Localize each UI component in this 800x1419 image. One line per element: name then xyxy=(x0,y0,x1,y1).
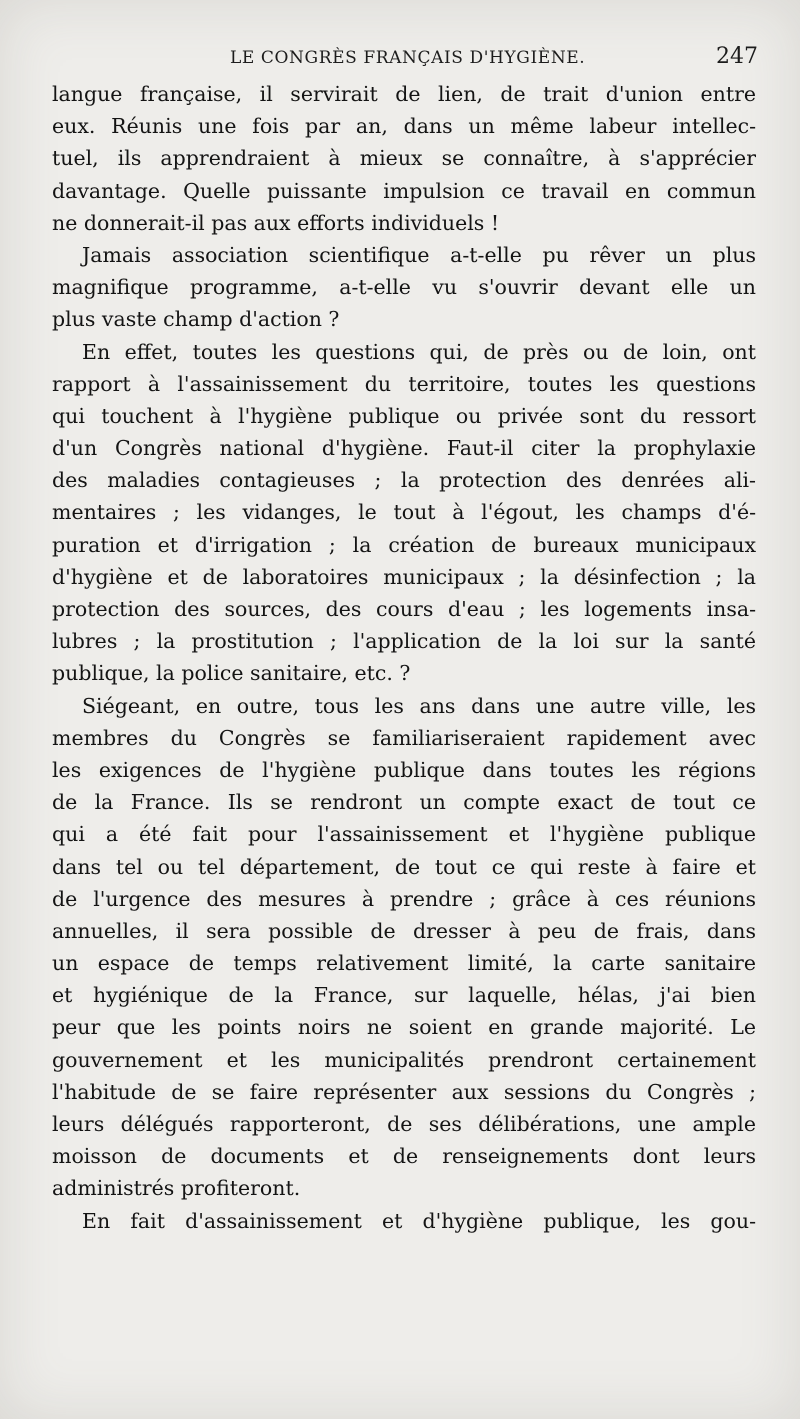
text-line: gouvernement et les municipalités prendront certainement xyxy=(52,1047,756,1072)
text-line: des maladies contagieuses ; la protection des denrées ali- xyxy=(52,468,756,493)
text-line: rapport à l'assainissement du territoire, toutes les questions xyxy=(52,371,756,396)
running-title: LE CONGRÈS FRANÇAIS D'HYGIÈNE. xyxy=(230,48,586,68)
text-line: Siégeant, en outre, tous les ans dans une autre ville, les xyxy=(82,693,756,718)
text-line: qui touchent à l'hygiène publique ou privée sont du ressort xyxy=(52,403,756,428)
text-line: ne donnerait-il pas aux efforts individuels ! xyxy=(52,210,500,235)
text-line: puration et d'irrigation ; la création de bureaux municipaux xyxy=(52,532,756,557)
text-line: davantage. Quelle puissante impulsion ce travail en commun xyxy=(52,178,756,203)
text-line: qui a été fait pour l'assainissement et l'hygiène publique xyxy=(52,822,756,847)
page-header xyxy=(230,42,758,76)
text-line: leurs délégués rapporteront, de ses délibérations, une ample xyxy=(52,1112,756,1136)
text-line: Jamais association scientifique a-t-elle pu rêver un plus xyxy=(82,242,756,267)
page-number: 247 xyxy=(716,44,758,69)
text-line: peur que les points noirs ne soient en grande majorité. Le xyxy=(52,1015,756,1040)
text-line: magnifique programme, a-t-elle vu s'ouvrir devant elle un xyxy=(52,275,756,300)
text-line: d'un Congrès national d'hygiène. Faut-il citer la prophylaxie xyxy=(52,436,756,461)
text-line: l'habitude de se faire représenter aux sessions du Congrès ; xyxy=(52,1079,756,1104)
text-line: administrés profiteront. xyxy=(52,1176,301,1201)
text-line: un espace de temps relativement limité, la carte sanitaire xyxy=(52,951,756,976)
text-line: membres du Congrès se familiariseraient rapidement avec xyxy=(52,725,756,750)
text-line: d'hygiène et de laboratoires municipaux ; la désinfection ; la xyxy=(52,564,756,589)
body-text xyxy=(52,78,756,1237)
text-line: plus vaste champ d'action ? xyxy=(52,307,340,332)
text-line: tuel, ils apprendraient à mieux se connaître, à s'apprécier xyxy=(52,146,756,171)
text-line: mentaires ; les vidanges, le tout à l'égout, les champs d'é- xyxy=(52,500,756,525)
text-line: de la France. Ils se rendront un compte exact de tout ce xyxy=(52,790,756,815)
text-line: annuelles, il sera possible de dresser à peu de frais, dans xyxy=(52,918,756,943)
text-line: publique, la police sanitaire, etc. ? xyxy=(52,661,411,686)
text-line: lubres ; la prostitution ; l'application de la loi sur la santé xyxy=(52,629,756,654)
text-line: dans tel ou tel département, de tout ce qui reste à faire et xyxy=(52,854,756,879)
text-line: et hygiénique de la France, sur laquelle, hélas, j'ai bien xyxy=(52,983,756,1008)
text-line: moisson de documents et de renseignements dont leurs xyxy=(52,1144,756,1169)
text-line: langue française, il servirait de lien, de trait d'union entre xyxy=(52,82,756,106)
text-line: les exigences de l'hygiène publique dans toutes les régions xyxy=(52,757,756,782)
text-line: En effet, toutes les questions qui, de près ou de loin, ont xyxy=(82,339,756,364)
text-line: protection des sources, des cours d'eau ; les logements insa- xyxy=(52,597,756,621)
text-line: En fait d'assainissement et d'hygiène publique, les gou- xyxy=(82,1208,756,1233)
text-line: de l'urgence des mesures à prendre ; grâce à ces réunions xyxy=(52,886,756,911)
text-line: eux. Réunis une fois par an, dans un même labeur intellec- xyxy=(52,114,756,139)
